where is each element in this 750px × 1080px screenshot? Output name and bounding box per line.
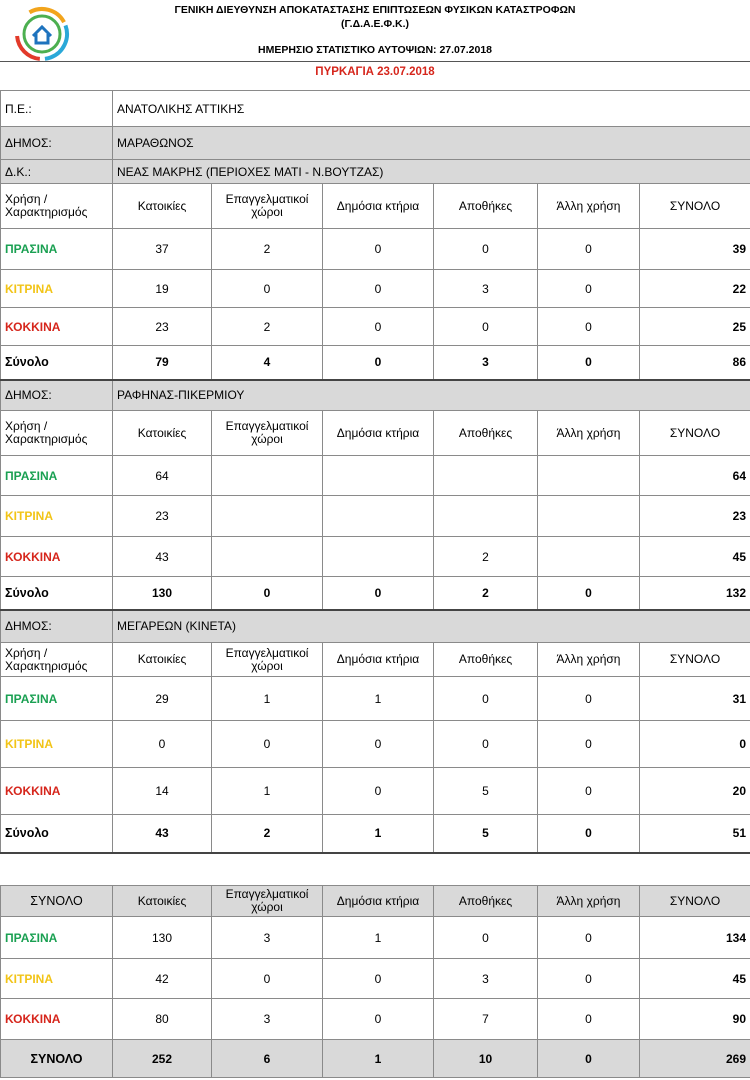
col-professional: Επαγγελματικοί χώροι xyxy=(212,411,323,456)
summary-header-row xyxy=(1,886,750,917)
col-other: Άλλη χρήση xyxy=(538,886,640,917)
cell: 0 xyxy=(434,308,538,346)
green-label: ΠΡΑΣΙΝΑ xyxy=(1,456,113,496)
col-storage: Αποθήκες xyxy=(434,886,538,917)
row-total: 22 xyxy=(640,270,750,308)
cell: 3 xyxy=(434,270,538,308)
cell: 0 xyxy=(323,768,434,815)
col-other: Άλλη χρήση xyxy=(538,643,640,677)
column-header-row xyxy=(1,643,750,677)
table-row xyxy=(1,677,750,721)
cell: 0 xyxy=(538,577,640,610)
cell xyxy=(323,537,434,577)
red-label: ΚΟΚΚΙΝΑ xyxy=(1,308,113,346)
grand-total-label: ΣΥΝΟΛΟ xyxy=(1,1040,113,1078)
col-professional: Επαγγελματικοί χώροι xyxy=(212,643,323,677)
cell xyxy=(212,537,323,577)
cell: 43 xyxy=(113,537,212,577)
cell: 0 xyxy=(538,815,640,853)
cell: 3 xyxy=(212,999,323,1040)
cell xyxy=(538,456,640,496)
cell: 3 xyxy=(434,959,538,999)
col-other: Άλλη χρήση xyxy=(538,411,640,456)
yellow-label: ΚΙΤΡΙΝΑ xyxy=(1,959,113,999)
col-total: ΣΥΝΟΛΟ xyxy=(640,643,750,677)
region-row xyxy=(1,91,750,127)
yellow-label: ΚΙΤΡΙΝΑ xyxy=(1,721,113,768)
cell: 1 xyxy=(212,768,323,815)
cell: 0 xyxy=(323,999,434,1040)
municipality-name: ΜΕΓΑΡΕΩΝ (ΚΙΝΕΤΑ) xyxy=(113,610,750,643)
cell: 0 xyxy=(212,959,323,999)
statistics-table xyxy=(0,90,750,1078)
cell: 0 xyxy=(538,270,640,308)
col-usage: Χρήση / Χαρακτηρισμός xyxy=(1,643,113,677)
cell: 0 xyxy=(538,917,640,959)
table-row xyxy=(1,456,750,496)
cell: 0 xyxy=(323,308,434,346)
column-header-row xyxy=(1,184,750,229)
col-other: Άλλη χρήση xyxy=(538,184,640,229)
organization-acronym: (Γ.Δ.Α.Ε.Φ.Κ.) xyxy=(341,18,409,30)
cell xyxy=(434,456,538,496)
cell: 0 xyxy=(323,721,434,768)
cell: 130 xyxy=(113,917,212,959)
community-row xyxy=(1,160,750,184)
cell: 43 xyxy=(113,815,212,853)
red-label: ΚΟΚΚΙΝΑ xyxy=(1,537,113,577)
row-total: 134 xyxy=(640,917,750,959)
dimos-label: ΔΗΜΟΣ: xyxy=(1,380,113,411)
col-homes: Κατοικίες xyxy=(113,184,212,229)
col-storage: Αποθήκες xyxy=(434,411,538,456)
header-divider xyxy=(0,61,750,62)
subtotal-label: Σύνολο xyxy=(1,577,113,610)
dimos-label: ΔΗΜΟΣ: xyxy=(1,127,113,160)
cell: 0 xyxy=(323,577,434,610)
col-total: ΣΥΝΟΛΟ xyxy=(640,411,750,456)
cell: 2 xyxy=(212,229,323,270)
cell: 4 xyxy=(212,346,323,380)
cell: 0 xyxy=(212,270,323,308)
table-row xyxy=(1,721,750,768)
cell: 1 xyxy=(212,677,323,721)
municipality-row-marathon xyxy=(1,127,750,160)
cell: 7 xyxy=(434,999,538,1040)
cell: 1 xyxy=(323,917,434,959)
cell: 0 xyxy=(434,721,538,768)
report-title: ΗΜΕΡΗΣΙΟ ΣΤΑΤΙΣΤΙΚΟ ΑΥΤΟΨΙΩΝ: 27.07.2018 xyxy=(257,44,493,56)
col-homes: Κατοικίες xyxy=(113,886,212,917)
municipality-row-megara xyxy=(1,610,750,643)
cell: 2 xyxy=(212,815,323,853)
cell: 19 xyxy=(113,270,212,308)
row-total: 90 xyxy=(640,999,750,1040)
municipality-name: ΡΑΦΗΝΑΣ-ΠΙΚΕΡΜΙΟΥ xyxy=(113,380,750,411)
table-row xyxy=(1,959,750,999)
cell: 0 xyxy=(538,677,640,721)
row-total: 20 xyxy=(640,768,750,815)
cell: 0 xyxy=(434,229,538,270)
cell: 0 xyxy=(434,677,538,721)
table-row xyxy=(1,496,750,537)
subtotal-label: Σύνολο xyxy=(1,346,113,380)
dk-label: Δ.Κ.: xyxy=(1,160,113,184)
col-professional: Επαγγελματικοί χώροι xyxy=(212,886,323,917)
row-total: 45 xyxy=(640,537,750,577)
row-total: 0 xyxy=(640,721,750,768)
municipality-name: ΜΑΡΑΘΩΝΟΣ xyxy=(113,127,750,160)
cell: 79 xyxy=(113,346,212,380)
cell: 10 xyxy=(434,1040,538,1078)
cell: 6 xyxy=(212,1040,323,1078)
cell: 0 xyxy=(434,917,538,959)
organization-title: ΓΕΝΙΚΗ ΔΙΕΥΘΥΝΣΗ ΑΠΟΚΑΤΑΣΤΑΣΗΣ ΕΠΙΠΤΩΣΕΩΝ ΦΥΣΙΚΩΝ ΚΑΤΑΣΤΡΟΦΩΝ xyxy=(174,4,576,16)
table-row xyxy=(1,999,750,1040)
fire-event-title: ΠΥΡΚΑΓΙΑ 23.07.2018 xyxy=(315,66,435,78)
green-label: ΠΡΑΣΙΝΑ xyxy=(1,917,113,959)
cell: 0 xyxy=(113,721,212,768)
cell: 14 xyxy=(113,768,212,815)
cell: 0 xyxy=(538,1040,640,1078)
col-public: Δημόσια κτήρια xyxy=(323,643,434,677)
col-total: ΣΥΝΟΛΟ xyxy=(640,886,750,917)
cell: 5 xyxy=(434,815,538,853)
col-storage: Αποθήκες xyxy=(434,643,538,677)
cell: 0 xyxy=(323,959,434,999)
subtotal-row xyxy=(1,815,750,853)
cell: 1 xyxy=(323,1040,434,1078)
cell: 3 xyxy=(212,917,323,959)
row-total: 39 xyxy=(640,229,750,270)
cell: 0 xyxy=(538,721,640,768)
cell: 42 xyxy=(113,959,212,999)
subtotal-row xyxy=(1,346,750,380)
cell: 0 xyxy=(538,229,640,270)
yellow-label: ΚΙΤΡΙΝΑ xyxy=(1,270,113,308)
table-row xyxy=(1,229,750,270)
subtotal-label: Σύνολο xyxy=(1,815,113,853)
cell: 2 xyxy=(434,537,538,577)
cell: 23 xyxy=(113,496,212,537)
cell: 130 xyxy=(113,577,212,610)
col-public: Δημόσια κτήρια xyxy=(323,886,434,917)
dimos-label: ΔΗΜΟΣ: xyxy=(1,610,113,643)
cell: 2 xyxy=(434,577,538,610)
green-label: ΠΡΑΣΙΝΑ xyxy=(1,677,113,721)
red-label: ΚΟΚΚΙΝΑ xyxy=(1,768,113,815)
col-homes: Κατοικίες xyxy=(113,411,212,456)
red-label: ΚΟΚΚΙΝΑ xyxy=(1,999,113,1040)
row-total: 25 xyxy=(640,308,750,346)
cell: 0 xyxy=(323,346,434,380)
community-name: ΝΕΑΣ ΜΑΚΡΗΣ (ΠΕΡΙΟΧΕΣ ΜΑΤΙ - Ν.ΒΟΥΤΖΑΣ) xyxy=(113,160,750,184)
cell xyxy=(323,456,434,496)
cell: 0 xyxy=(212,577,323,610)
cell: 3 xyxy=(434,346,538,380)
cell xyxy=(538,537,640,577)
pe-label: Π.Ε.: xyxy=(1,91,113,127)
cell xyxy=(212,496,323,537)
col-usage: Χρήση / Χαρακτηρισμός xyxy=(1,411,113,456)
cell xyxy=(538,496,640,537)
row-total: 31 xyxy=(640,677,750,721)
cell: 5 xyxy=(434,768,538,815)
col-professional: Επαγγελματικοί χώροι xyxy=(212,184,323,229)
cell: 37 xyxy=(113,229,212,270)
col-total: ΣΥΝΟΛΟ xyxy=(640,184,750,229)
column-header-row xyxy=(1,411,750,456)
cell: 0 xyxy=(538,999,640,1040)
col-public: Δημόσια κτήρια xyxy=(323,411,434,456)
summary-label: ΣΥΝΟΛΟ xyxy=(1,886,113,917)
cell xyxy=(434,496,538,537)
table-row xyxy=(1,308,750,346)
col-public: Δημόσια κτήρια xyxy=(323,184,434,229)
col-usage: Χρήση / Χαρακτηρισμός xyxy=(1,184,113,229)
region-name: ΑΝΑΤΟΛΙΚΗΣ ΑΤΤΙΚΗΣ xyxy=(113,91,750,127)
table-row xyxy=(1,917,750,959)
cell: 0 xyxy=(323,270,434,308)
row-total: 64 xyxy=(640,456,750,496)
table-row xyxy=(1,537,750,577)
empty-cell xyxy=(1,853,750,886)
municipality-row-rafina xyxy=(1,380,750,411)
grand-total-row xyxy=(1,1040,750,1078)
cell: 0 xyxy=(538,768,640,815)
green-label: ΠΡΑΣΙΝΑ xyxy=(1,229,113,270)
cell: 0 xyxy=(538,308,640,346)
row-total: 51 xyxy=(640,815,750,853)
col-storage: Αποθήκες xyxy=(434,184,538,229)
row-total: 45 xyxy=(640,959,750,999)
cell: 0 xyxy=(212,721,323,768)
row-total: 132 xyxy=(640,577,750,610)
row-total: 269 xyxy=(640,1040,750,1078)
cell: 1 xyxy=(323,677,434,721)
col-homes: Κατοικίες xyxy=(113,643,212,677)
row-total: 86 xyxy=(640,346,750,380)
subtotal-row xyxy=(1,577,750,610)
cell xyxy=(323,496,434,537)
cell: 0 xyxy=(323,229,434,270)
row-total: 23 xyxy=(640,496,750,537)
cell: 0 xyxy=(538,959,640,999)
spacer-row xyxy=(1,853,750,886)
cell: 2 xyxy=(212,308,323,346)
cell: 80 xyxy=(113,999,212,1040)
cell: 1 xyxy=(323,815,434,853)
yellow-label: ΚΙΤΡΙΝΑ xyxy=(1,496,113,537)
table-row xyxy=(1,768,750,815)
cell: 252 xyxy=(113,1040,212,1078)
table-row xyxy=(1,270,750,308)
cell: 0 xyxy=(538,346,640,380)
cell xyxy=(212,456,323,496)
cell: 29 xyxy=(113,677,212,721)
cell: 64 xyxy=(113,456,212,496)
cell: 23 xyxy=(113,308,212,346)
